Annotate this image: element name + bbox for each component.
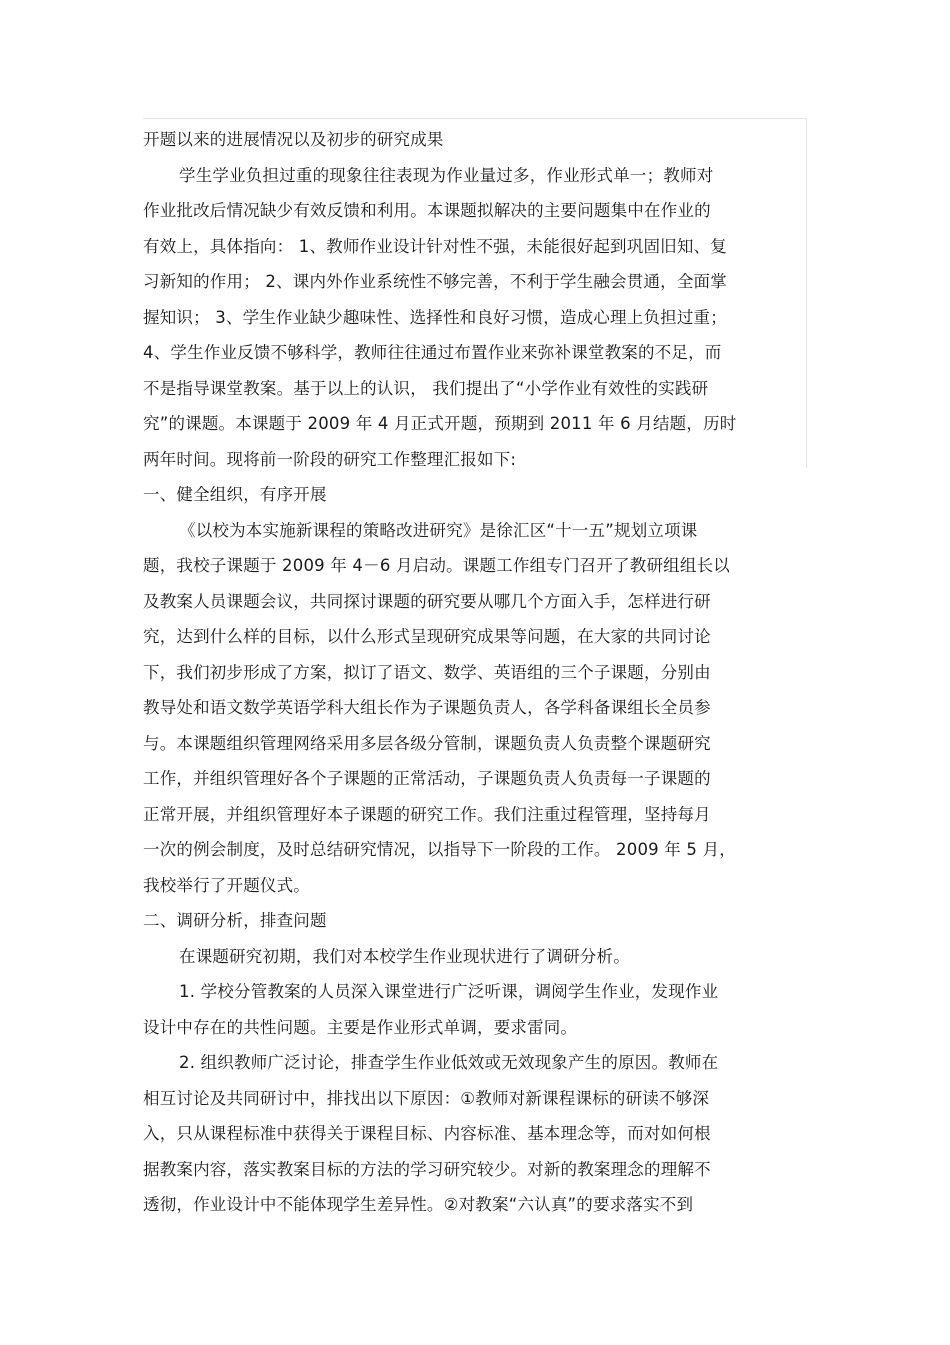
text-line: 在课题研究初期，我们对本校学生作业现状进行了调研分析。 xyxy=(179,946,630,966)
text-line: 据教案内容，落实教案目标的方法的学习研究较少。对新的教案理念的理解不 xyxy=(143,1159,711,1179)
text-line: 《以校为本实施新课程的策略改进研究》是徐汇区“十一五”规划立项课 xyxy=(179,520,698,540)
text-line: 二、调研分析，排查问题 xyxy=(143,911,327,930)
text-line: 习新知的作用； 2、课内外作业系统性不够完善，不利于学生融会贯通，全面掌 xyxy=(143,272,727,291)
text-line: 不是指导课堂教案。基于以上的认识， 我们提出了“小学作业有效性的实践研 xyxy=(143,378,709,398)
text-line: 下，我们初步形成了方案，拟订了语文、数学、英语组的三个子课题，分别由 xyxy=(143,662,711,682)
text-line: 教导处和语文数学英语学科大组长作为子课题负责人，各学科备课组长全员参 xyxy=(143,698,711,717)
text-line: 1. 学校分管教案的人员深入课堂进行广泛听课，调阅学生作业，发现作业 xyxy=(179,982,719,1001)
text-line: 入，只从课程标准中获得关于课程目标、内容标准、基本理念等，而对如何根 xyxy=(143,1124,711,1143)
text-line: 及教案人员课题会议，共同探讨课题的研究要从哪几个方面入手，怎样进行研 xyxy=(143,591,711,611)
text-line: 一次的例会制度，及时总结研究情况，以指导下一阶段的工作。 2009 年 5 月， xyxy=(143,840,736,859)
text-line: 与。本课题组织管理网络采用多层各级分管制，课题负责人负责整个课题研究 xyxy=(143,733,711,753)
text-line: 题，我校子课题于 2009 年 4－6 月启动。课题工作组专门召开了教研组组长以 xyxy=(143,556,730,575)
text-line: 两年时间。现将前一阶段的研究工作整理汇报如下: xyxy=(143,449,517,469)
text-line: 一、健全组织，有序开展 xyxy=(143,485,327,504)
text-line: 究”的课题。本课题于 2009 年 4 月正式开题，预期到 2011 年 6 月结题，历时 xyxy=(143,414,737,433)
text-line: 4、学生作业反馈不够科学，教师往往通过布置作业来弥补课堂教案的不足，而 xyxy=(143,343,722,362)
text-line: 设计中存在的共性问题。主要是作业形式单调，要求雷同。 xyxy=(143,1017,578,1037)
text-line: 握知识； 3、学生作业缺少趣味性、选择性和良好习惯，造成心理上负担过重； xyxy=(143,307,727,327)
text-line: 究，达到什么样的目标，以什么形式呈现研究成果等问题，在大家的共同讨论 xyxy=(143,627,711,646)
document-body xyxy=(143,127,803,1228)
text-line: 我校举行了开题仪式。 xyxy=(143,875,310,895)
text-line: 作业批改后情况缺少有效反馈和利用。本课题拟解决的主要问题集中在作业的 xyxy=(143,201,711,220)
text-line: 有效上，具体指向： 1、教师作业设计针对性不强，未能很好起到巩固旧知、复 xyxy=(143,236,727,256)
text-line: 学生学业负担过重的现象往往表现为作业量过多，作业形式单一；教师对 xyxy=(179,165,714,185)
text-line: 2. 组织教师广泛讨论，排查学生作业低效或无效现象产生的原因。教师在 xyxy=(179,1053,719,1072)
text-line: 正常开展，并组织管理好本子课题的研究工作。我们注重过程管理，坚持每月 xyxy=(143,804,711,824)
text-line: 相互讨论及共同研讨中，排找出以下原因：①教师对新课程课标的研读不够深 xyxy=(143,1088,710,1108)
text-line: 透彻，作业设计中不能体现学生差异性。②对教案“六认真”的要求落实不到 xyxy=(143,1195,694,1214)
text-line: 工作，并组织管理好各个子课题的正常活动，子课题负责人负责每一子课题的 xyxy=(143,769,711,788)
text-line: 开题以来的进展情况以及初步的研究成果 xyxy=(143,130,444,149)
